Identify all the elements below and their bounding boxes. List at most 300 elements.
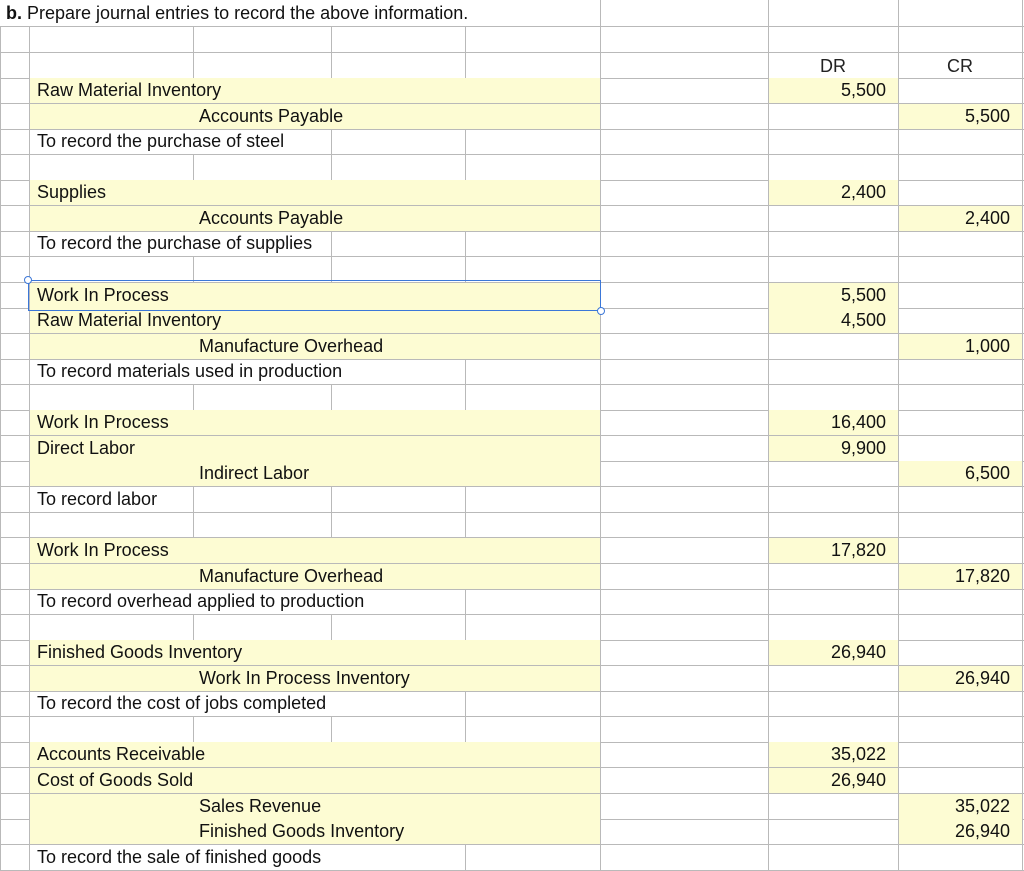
account-name: Work In Process Inventory [199, 667, 410, 688]
grid-line [29, 794, 30, 819]
credit-cell[interactable] [898, 180, 1022, 205]
grid-line [1022, 666, 1023, 691]
credit-amount: 26,940 [954, 667, 1010, 688]
grid-line [1022, 308, 1023, 333]
description-row [0, 845, 1024, 871]
instruction-body: Prepare journal entries to record the above information. [22, 3, 469, 23]
grid-line [600, 589, 601, 614]
account-name: Cost of Goods Sold [37, 769, 194, 790]
grid-line [29, 615, 30, 640]
grid-line [29, 436, 30, 461]
grid-line [331, 129, 332, 154]
grid-line [768, 385, 769, 410]
grid-line [465, 27, 466, 52]
grid-line [600, 487, 601, 512]
grid-line [1022, 691, 1023, 716]
grid-line [0, 640, 1, 665]
grid-line [768, 27, 769, 52]
debit-cell[interactable] [768, 819, 898, 844]
credit-cell[interactable] [898, 436, 1022, 461]
grid-line [331, 231, 332, 256]
grid-line [768, 461, 769, 486]
grid-line [600, 512, 601, 537]
grid-line [0, 742, 1, 767]
account-cell[interactable] [29, 461, 600, 486]
grid-line [768, 512, 769, 537]
credit-amount: 6,500 [964, 463, 1010, 484]
journal-entry-row [0, 180, 1024, 206]
debit-amount: 5,500 [840, 80, 886, 101]
grid-line [29, 512, 30, 537]
grid-line [898, 283, 899, 308]
dr-column-header: DR [820, 55, 846, 76]
account-name: Work In Process [37, 540, 169, 560]
grid-line [0, 104, 1, 129]
grid-line [331, 155, 332, 180]
grid-line [600, 717, 601, 742]
credit-amount: 17,820 [954, 565, 1010, 586]
journal-entry-row [0, 768, 1024, 794]
grid-line [0, 666, 1, 691]
grid-line [465, 615, 466, 640]
debit-amount: 26,940 [830, 769, 886, 790]
grid-line [0, 589, 1, 614]
grid-line [600, 538, 601, 563]
debit-cell[interactable] [768, 564, 898, 589]
grid-line [898, 0, 899, 26]
grid-line [0, 512, 1, 537]
grid-line [600, 231, 601, 256]
debit-amount: 26,940 [830, 642, 886, 663]
grid-line [600, 155, 601, 180]
blank-row [0, 512, 1024, 538]
debit-amount: 4,500 [840, 310, 886, 331]
blank-row [0, 615, 1024, 641]
journal-entry-row [0, 334, 1024, 360]
journal-entry-row [0, 819, 1024, 845]
description-row [0, 589, 1024, 615]
grid-line [768, 257, 769, 282]
grid-line [768, 0, 769, 26]
credit-amount: 26,940 [954, 821, 1010, 842]
debit-cell[interactable] [768, 666, 898, 691]
grid-line [0, 231, 1, 256]
debit-cell[interactable] [768, 206, 898, 231]
grid-line [1022, 0, 1023, 26]
grid-line [29, 742, 30, 767]
grid-line [1022, 742, 1023, 767]
grid-line [29, 768, 30, 793]
grid-line [898, 589, 899, 614]
grid-line [600, 180, 601, 205]
account-name: Manufacture Overhead [199, 335, 384, 356]
grid-line [0, 819, 1, 844]
selection-handle-bottom-right[interactable] [597, 307, 605, 315]
instruction-text [6, 3, 468, 24]
grid-line [600, 385, 601, 410]
grid-line [29, 180, 30, 205]
account-name: Accounts Payable [199, 207, 344, 228]
grid-line [768, 589, 769, 614]
grid-line [465, 691, 466, 716]
grid-line [0, 359, 1, 384]
grid-line [1022, 512, 1023, 537]
grid-line [29, 589, 30, 614]
credit-cell[interactable] [898, 742, 1022, 767]
grid-line [898, 768, 899, 793]
instruction-header [0, 0, 1024, 27]
grid-line [600, 640, 601, 665]
grid-line [600, 564, 601, 589]
grid-line [1022, 410, 1023, 435]
grid-line [768, 129, 769, 154]
grid-line [1022, 487, 1023, 512]
grid-line [465, 231, 466, 256]
grid-line [1022, 717, 1023, 742]
grid-line [193, 717, 194, 742]
account-name: Accounts Payable [199, 105, 344, 126]
grid-line [898, 845, 899, 870]
grid-line [768, 206, 769, 231]
grid-line [29, 845, 30, 870]
entry-description: To record overhead applied to production [37, 591, 365, 612]
grid-line [331, 512, 332, 537]
grid-line [600, 53, 601, 78]
journal-entry-row [0, 436, 1024, 462]
grid-line [600, 615, 601, 640]
grid-line [193, 487, 194, 512]
grid-line [1022, 615, 1023, 640]
grid-line [898, 129, 899, 154]
grid-line [1022, 436, 1023, 461]
grid-line [600, 666, 601, 691]
grid-line [1022, 206, 1023, 231]
grid-line [768, 231, 769, 256]
grid-line [600, 206, 601, 231]
description-row [0, 129, 1024, 155]
grid-line [768, 334, 769, 359]
grid-line [1022, 461, 1023, 486]
grid-line [898, 27, 899, 52]
grid-line [29, 410, 30, 435]
grid-line [29, 155, 30, 180]
journal-entry-row [0, 564, 1024, 590]
grid-line [0, 180, 1, 205]
credit-amount: 5,500 [964, 105, 1010, 126]
grid-line [1022, 768, 1023, 793]
blank-row [0, 717, 1024, 743]
grid-line [600, 27, 601, 52]
grid-line [600, 410, 601, 435]
description-row [0, 691, 1024, 717]
credit-cell[interactable] [898, 768, 1022, 793]
grid-line [0, 538, 1, 563]
grid-line [600, 794, 601, 819]
debit-cell[interactable] [768, 794, 898, 819]
grid-line [898, 436, 899, 461]
credit-cell[interactable] [898, 640, 1022, 665]
grid-line [768, 359, 769, 384]
grid-line [1022, 53, 1023, 78]
grid-line [193, 53, 194, 78]
account-name: Accounts Receivable [37, 744, 206, 765]
grid-line [600, 0, 601, 26]
grid-line [898, 155, 899, 180]
grid-line [29, 385, 30, 410]
journal-entry-row [0, 410, 1024, 436]
grid-line [0, 129, 1, 154]
grid-line [465, 359, 466, 384]
debit-amount: 35,022 [830, 744, 886, 765]
debit-cell[interactable] [768, 461, 898, 486]
grid-line [898, 385, 899, 410]
blank-row [0, 27, 1024, 53]
grid-line [0, 385, 1, 410]
grid-line [1022, 27, 1023, 52]
entry-description: To record the purchase of steel [37, 131, 285, 152]
description-row [0, 231, 1024, 257]
grid-line [29, 564, 30, 589]
grid-line [465, 512, 466, 537]
grid-line [0, 691, 1, 716]
entry-description: To record the cost of jobs completed [37, 693, 327, 714]
account-cell[interactable] [29, 180, 600, 205]
grid-line [1022, 564, 1023, 589]
grid-line [29, 717, 30, 742]
grid-line [29, 359, 30, 384]
grid-line [898, 742, 899, 767]
grid-line [898, 180, 899, 205]
grid-line [0, 308, 1, 333]
grid-line [465, 155, 466, 180]
grid-line [600, 334, 601, 359]
grid-line [1022, 640, 1023, 665]
grid-line [0, 794, 1, 819]
grid-line [331, 487, 332, 512]
grid-line [29, 691, 30, 716]
grid-line [29, 666, 30, 691]
grid-line [600, 359, 601, 384]
grid-line [600, 436, 601, 461]
grid-line [29, 231, 30, 256]
grid-line [29, 487, 30, 512]
account-name: Supplies [37, 182, 107, 203]
cell-selection-box[interactable] [28, 280, 601, 311]
grid-line [600, 742, 601, 767]
credit-cell[interactable] [898, 283, 1022, 308]
journal-entry-row [0, 461, 1024, 487]
grid-line [0, 53, 1, 78]
grid-line [193, 615, 194, 640]
grid-line [898, 512, 899, 537]
journal-entry-row [0, 640, 1024, 666]
grid-line [1022, 538, 1023, 563]
grid-line [29, 27, 30, 52]
grid-line [1022, 283, 1023, 308]
selection-handle-top-left[interactable] [24, 276, 32, 284]
grid-line [1022, 385, 1023, 410]
grid-line [1022, 845, 1023, 870]
grid-line [193, 27, 194, 52]
grid-line [465, 257, 466, 282]
grid-line [1022, 180, 1023, 205]
column-header-row [0, 53, 1024, 79]
grid-line [0, 615, 1, 640]
grid-line [600, 845, 601, 870]
credit-amount: 35,022 [954, 795, 1010, 816]
grid-line [193, 155, 194, 180]
grid-line [331, 27, 332, 52]
credit-amount: 1,000 [964, 335, 1010, 356]
grid-line [898, 308, 899, 333]
credit-cell[interactable] [898, 308, 1022, 333]
grid-line [768, 487, 769, 512]
grid-line [898, 615, 899, 640]
grid-line [29, 53, 30, 78]
grid-line [29, 78, 30, 103]
grid-line [768, 845, 769, 870]
grid-line [898, 691, 899, 716]
grid-line [0, 410, 1, 435]
account-name: Work In Process [37, 412, 169, 433]
account-name: Sales Revenue [199, 795, 322, 816]
grid-line [0, 717, 1, 742]
journal-entry-row [0, 78, 1024, 104]
grid-line [465, 129, 466, 154]
grid-line [193, 385, 194, 410]
credit-cell[interactable] [898, 538, 1022, 563]
grid-line [1022, 104, 1023, 129]
grid-line [29, 129, 30, 154]
grid-line [768, 691, 769, 716]
grid-line [331, 53, 332, 78]
account-name: Finished Goods Inventory [199, 821, 405, 842]
grid-line [898, 717, 899, 742]
grid-line [0, 845, 1, 870]
grid-line [768, 564, 769, 589]
grid-line [0, 283, 1, 308]
grid-line [465, 487, 466, 512]
credit-cell[interactable] [898, 78, 1022, 103]
grid-line [193, 257, 194, 282]
grid-line [898, 257, 899, 282]
grid-line [29, 104, 30, 129]
grid-line [331, 717, 332, 742]
description-row [0, 359, 1024, 385]
grid-line [29, 308, 30, 333]
journal-entry-row [0, 538, 1024, 564]
grid-line [898, 78, 899, 103]
entry-description: To record materials used in production [37, 361, 343, 382]
grid-line [600, 129, 601, 154]
journal-entry-row [0, 794, 1024, 820]
cr-column-header: CR [947, 55, 973, 76]
grid-line [768, 717, 769, 742]
grid-line [600, 257, 601, 282]
grid-line [768, 666, 769, 691]
grid-line [1022, 334, 1023, 359]
grid-line [1022, 129, 1023, 154]
grid-line [0, 436, 1, 461]
grid-line [465, 385, 466, 410]
grid-line [0, 564, 1, 589]
grid-line [1022, 78, 1023, 103]
grid-line [768, 155, 769, 180]
grid-line [600, 691, 601, 716]
grid-line [768, 104, 769, 129]
grid-line [1022, 589, 1023, 614]
account-name: Manufacture Overhead [199, 565, 384, 586]
grid-line [898, 487, 899, 512]
grid-line [0, 155, 1, 180]
grid-line [1022, 794, 1023, 819]
account-name: Indirect Labor [199, 463, 310, 484]
account-name: Work In Process [37, 284, 169, 305]
grid-line [898, 410, 899, 435]
grid-line [331, 257, 332, 282]
grid-line [1022, 359, 1023, 384]
grid-line [465, 589, 466, 614]
grid-line [0, 768, 1, 793]
grid-line [0, 78, 1, 103]
grid-line [600, 104, 601, 129]
grid-line [768, 615, 769, 640]
grid-line [29, 538, 30, 563]
blank-row [0, 385, 1024, 411]
debit-cell[interactable] [768, 104, 898, 129]
description-row [0, 487, 1024, 513]
debit-amount: 17,820 [830, 540, 886, 560]
credit-amount: 2,400 [964, 207, 1010, 228]
account-name: Finished Goods Inventory [37, 642, 243, 663]
entry-description: To record the purchase of supplies [37, 233, 313, 254]
credit-cell[interactable] [898, 410, 1022, 435]
journal-entry-row [0, 206, 1024, 232]
grid-line [768, 794, 769, 819]
grid-line [1022, 231, 1023, 256]
account-name: Raw Material Inventory [37, 310, 222, 331]
grid-line [1022, 819, 1023, 844]
grid-line [898, 231, 899, 256]
blank-row [0, 155, 1024, 181]
grid-line [465, 845, 466, 870]
journal-entry-row [0, 104, 1024, 130]
grid-line [465, 53, 466, 78]
grid-line [29, 206, 30, 231]
debit-amount: 5,500 [840, 284, 886, 305]
debit-cell[interactable] [768, 334, 898, 359]
journal-entry-row [0, 308, 1024, 334]
grid-line [898, 538, 899, 563]
grid-line [768, 819, 769, 844]
grid-line [898, 640, 899, 665]
grid-line [0, 257, 1, 282]
journal-entry-row [0, 666, 1024, 692]
account-name: Raw Material Inventory [37, 80, 222, 101]
grid-line [0, 206, 1, 231]
grid-line [465, 717, 466, 742]
grid-line [193, 512, 194, 537]
grid-line [1022, 257, 1023, 282]
entry-description: To record labor [37, 488, 158, 509]
journal-entry-row [0, 742, 1024, 768]
grid-line [0, 461, 1, 486]
debit-amount: 9,900 [840, 437, 886, 458]
grid-line [29, 640, 30, 665]
account-name: Direct Labor [37, 437, 136, 458]
grid-line [898, 359, 899, 384]
grid-line [331, 385, 332, 410]
